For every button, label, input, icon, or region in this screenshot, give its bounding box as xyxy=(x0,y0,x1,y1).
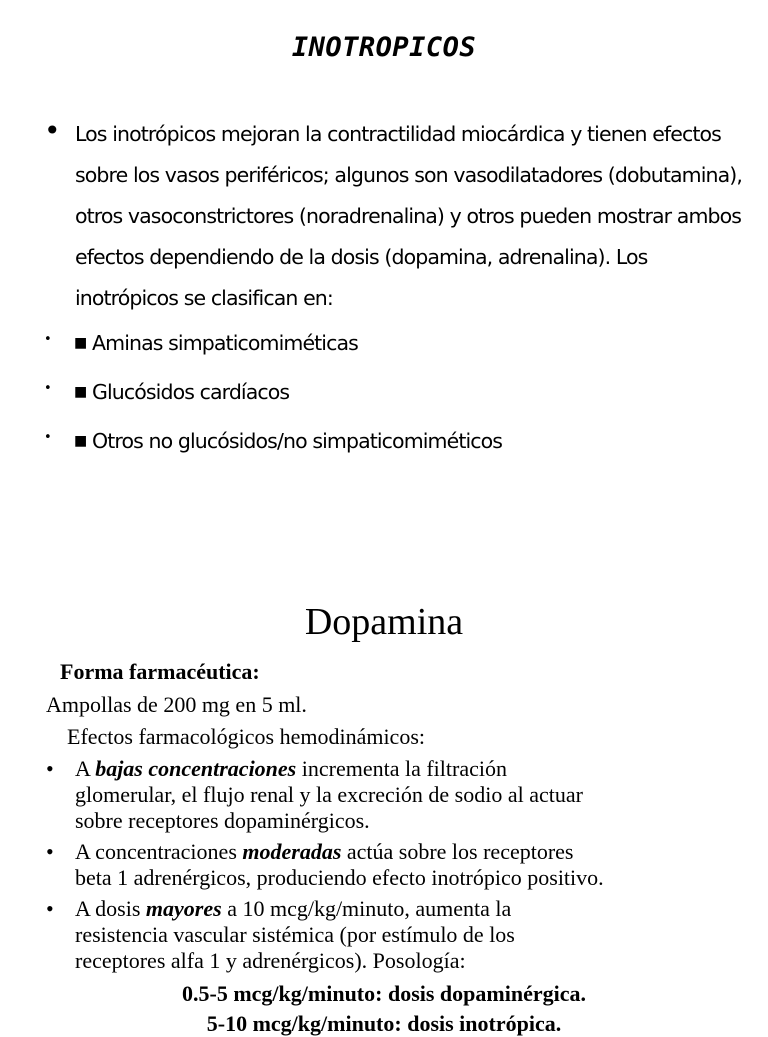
effect-rest: a 10 mcg/kg/minuto, aumenta la xyxy=(221,896,512,921)
section-title: Dopamina xyxy=(304,601,464,643)
effect-line: resistencia vascular sistémica (por estímulo de los xyxy=(75,922,515,947)
bullet-icon: • xyxy=(46,839,54,864)
bullet-icon: • xyxy=(44,332,51,347)
classification-item xyxy=(44,377,744,407)
bullet-icon: • xyxy=(46,896,54,921)
effect-line: glomerular, el flujo renal y la excreción de sodio al actuar xyxy=(75,782,583,807)
effects-heading: Efectos farmacológicos hemodinámicos: xyxy=(67,724,425,749)
effect-line: beta 1 adrenérgicos, produciendo efecto inotrópico positivo. xyxy=(75,865,604,890)
effect-line xyxy=(75,839,574,865)
classification-label: Otros no glucósidos/no simpaticomiméticos xyxy=(92,429,503,453)
bullet-icon: • xyxy=(44,114,61,147)
dosing-line: 5-10 mcg/kg/minuto: dosis inotrópica. xyxy=(206,1011,562,1036)
effect-line xyxy=(75,756,507,782)
square-bullet-icon: ■ xyxy=(74,335,87,351)
classification-label: Aminas simpaticomiméticas xyxy=(92,331,358,355)
slide-title: INOTROPICOS xyxy=(291,32,477,63)
square-bullet-icon: ■ xyxy=(74,433,87,449)
classification-item xyxy=(44,328,744,358)
form-label: Forma farmacéutica: xyxy=(60,659,260,684)
effect-line xyxy=(75,896,511,922)
effect-prefix: A xyxy=(75,756,96,781)
effect-emphasis: mayores xyxy=(145,896,222,921)
classification-label: Glucósidos cardíacos xyxy=(92,380,290,404)
bullet-icon: • xyxy=(44,381,51,396)
effect-prefix: A concentraciones xyxy=(75,839,243,864)
effect-emphasis: bajas concentraciones xyxy=(95,756,297,781)
square-bullet-icon: ■ xyxy=(74,384,87,400)
effect-line: receptores alfa 1 y adrenérgicos). Posología: xyxy=(75,948,466,973)
bullet-icon: • xyxy=(46,756,54,781)
effect-prefix: A dosis xyxy=(75,896,146,921)
effect-rest: actúa sobre los receptores xyxy=(341,839,574,864)
bullet-icon: • xyxy=(44,430,51,445)
form-value: Ampollas de 200 mg en 5 ml. xyxy=(46,692,307,717)
effect-line: sobre receptores dopaminérgicos. xyxy=(75,808,370,833)
dosing-line: 0.5-5 mcg/kg/minuto: dosis dopaminérgica. xyxy=(182,981,586,1006)
intro-paragraph: Los inotrópicos mejoran la contractilidad miocárdica y tienen efectos sobre los vasos periféricos; algunos son vasodilatadores (dobutamina), otros vasoconstrictores (noradrenalina) y otros pueden mostrar ambos efectos dependiendo de la dosis (dopamina, adrenalina). Los inotrópicos se clasifican en: xyxy=(75,122,742,310)
effect-rest: incrementa la filtración xyxy=(296,756,507,781)
classification-item xyxy=(44,426,744,456)
effect-emphasis: moderadas xyxy=(242,839,342,864)
